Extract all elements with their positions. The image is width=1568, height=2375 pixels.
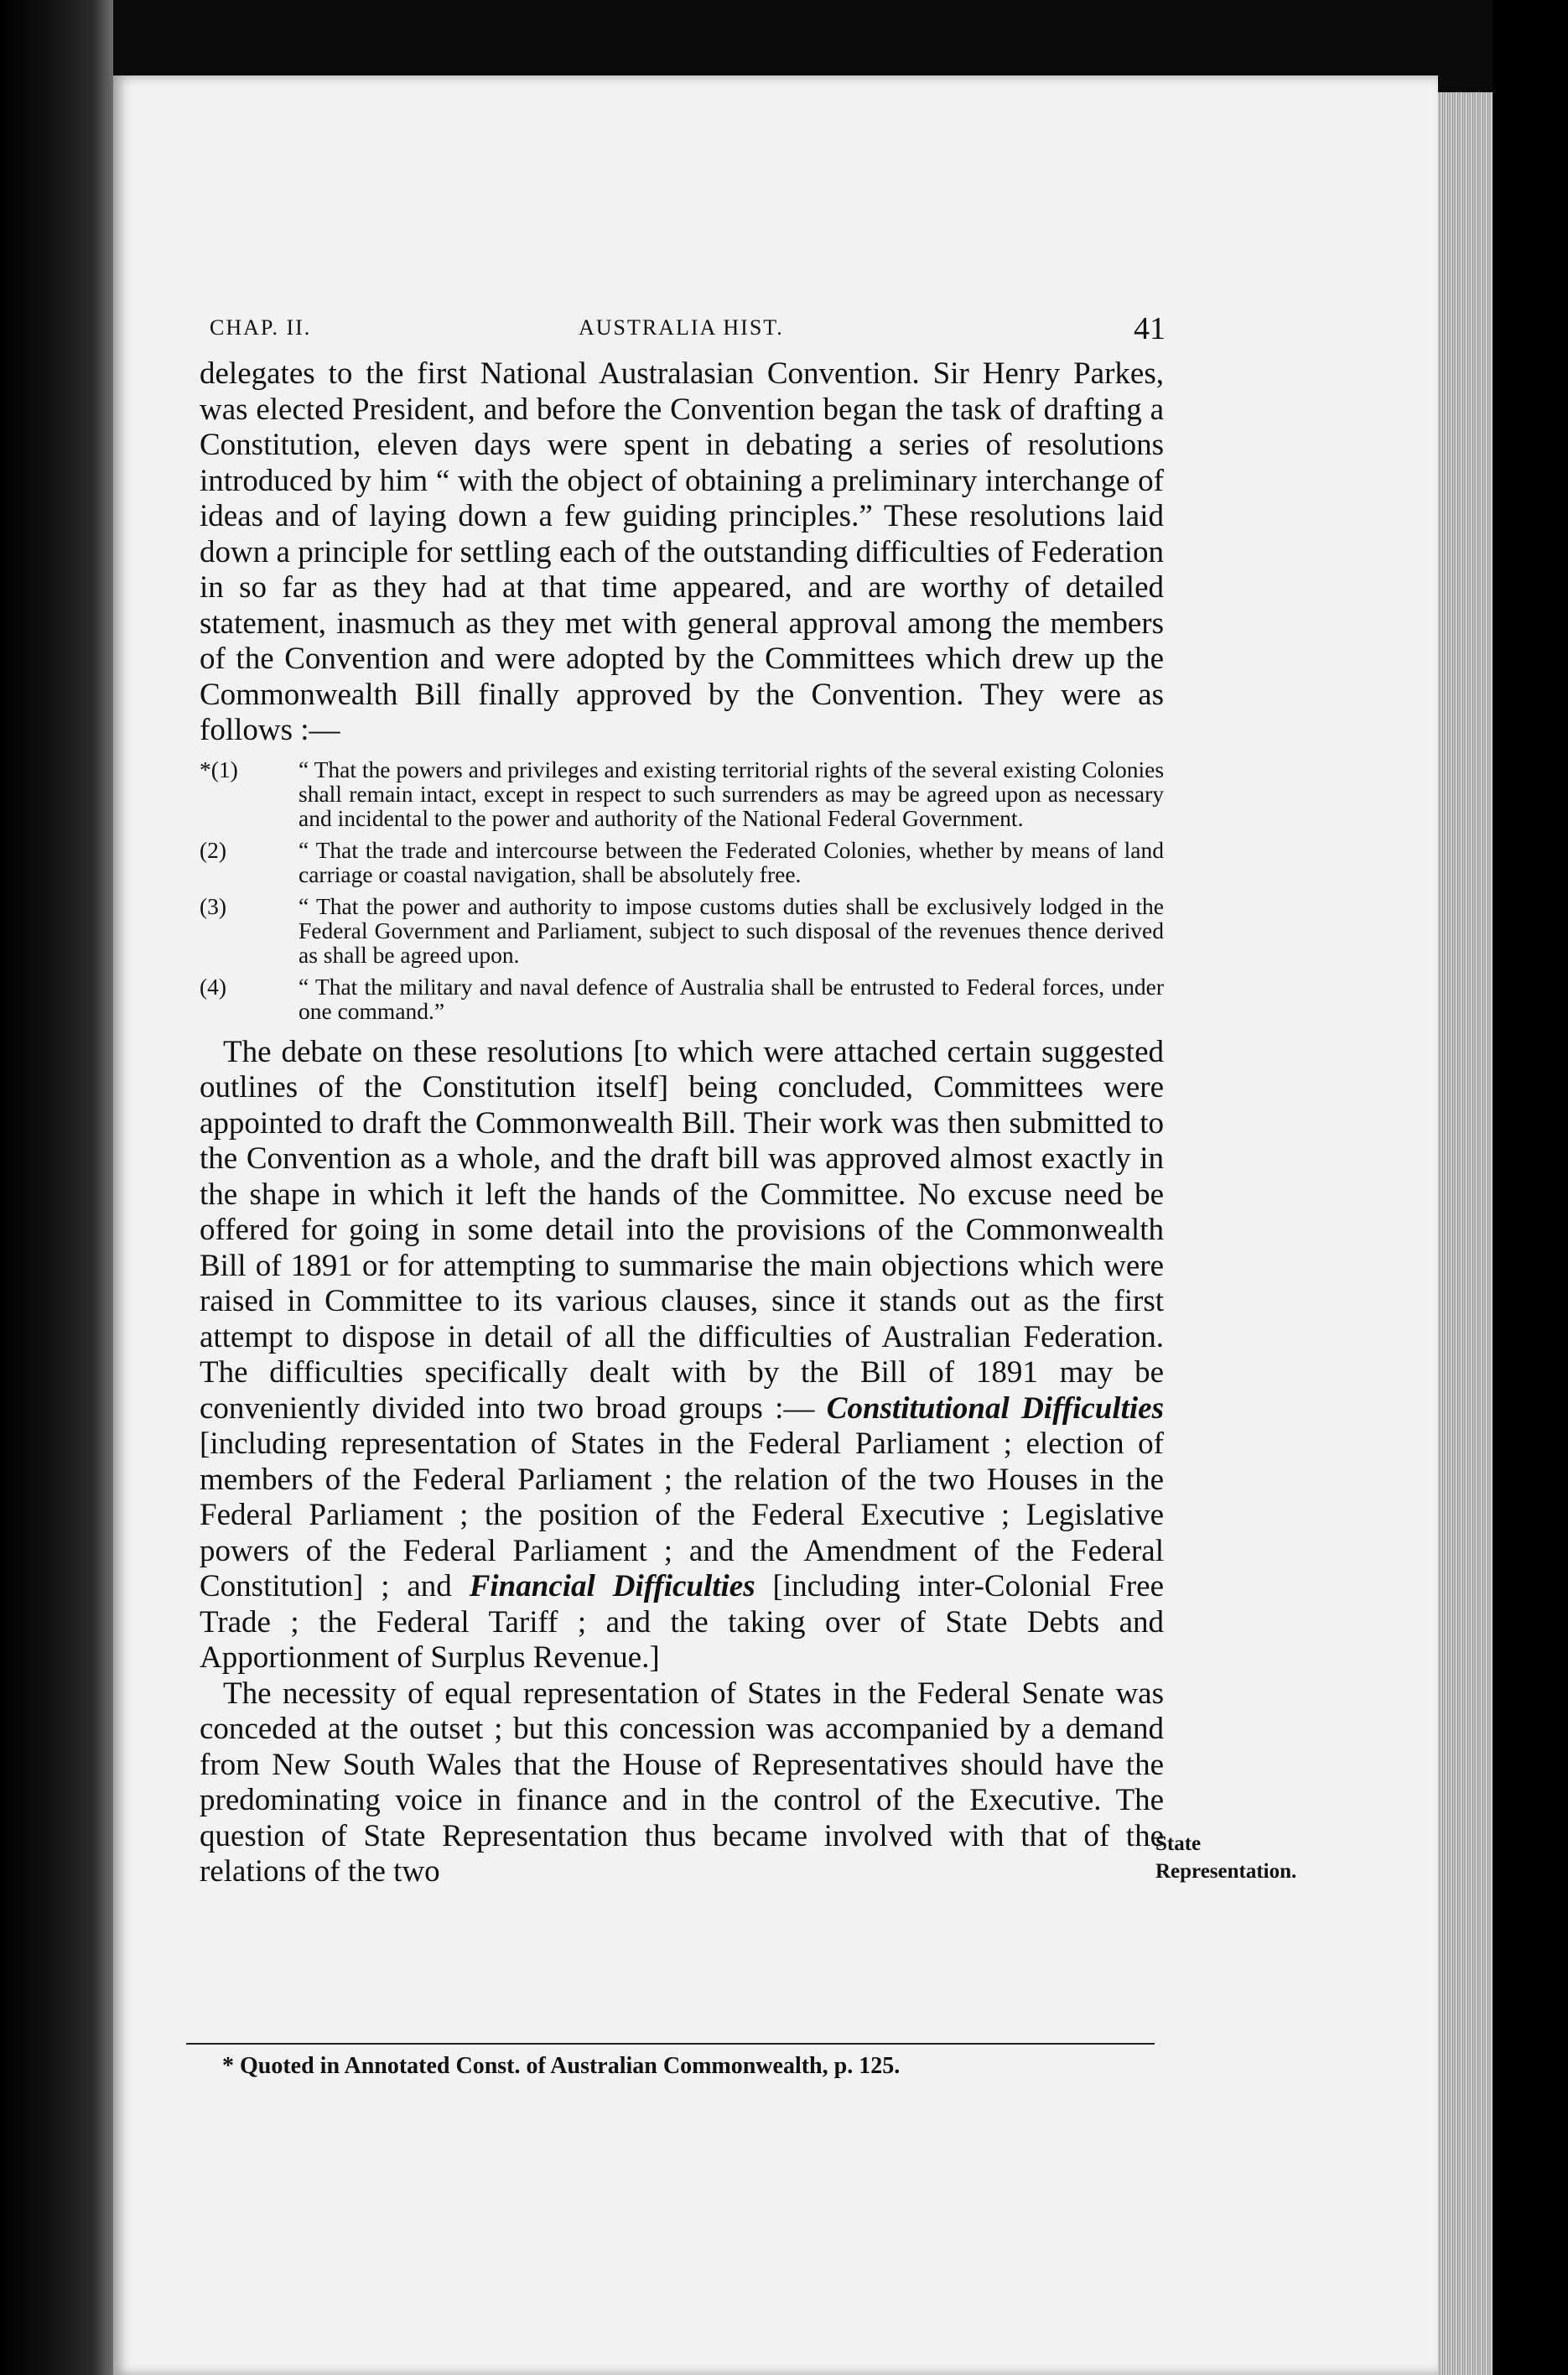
footnote: * Quoted in Annotated Const. of Australian Commonwealth, p. 125. [222,2053,901,2079]
paragraph-3: The necessity of equal representation of States in the Federal Senate was conceded at the outset ; but this concession was accompanied by a demand from New South Wales that the House of Representatives should have the predominating voice in finance and in the control of the Executive. The question of State Representation thus became involved with that of the relations of the two [200,1676,1164,1889]
constitutional-difficulties-heading: Constitutional Difficulties [826,1390,1165,1426]
paragraph-1: delegates to the first National Australasian Convention. Sir Henry Parkes, was elected President, and before the Convention began the task of drafting a Constitution, eleven days were spent in debating a series of resolutions introduced by him “ with the object of obtaining a preliminary interchange of ideas and of laying down a few guiding principles.” These resolutions laid down a principle for settling each of the outstanding difficulties of Federation in so far as they had at that time appeared, and are worthy of detailed statement, inasmuch as they met with general approval among the members of the Convention and were adopted by the Committees which drew up the Commonwealth Bill finally approved by the Convention. They were as follows :— [200,356,1164,747]
footnote-rule [186,2043,1155,2045]
resolution-text: “ That the powers and privileges and existing territorial rights of the several existing Colonies shall remain intact, except in respect to such surrenders as may be agreed upon as necessary and incidental to the power and authority of the National Federal Government. [299,756,1165,831]
scan-background [1493,0,1568,2375]
resolution-text: “ That the power and authority to impose customs duties shall be exclusively lodged in the Federal Government and Parliament, subject to such disposal of the revenues thence derived as shall be agreed upon. [299,892,1164,968]
resolution-number: (3) [200,892,227,919]
resolution-item [200,838,1164,886]
page-stack-edge [1438,92,1493,2375]
binding-edge [0,0,113,2375]
resolution-number: *(1) [200,756,238,782]
resolution-item [200,757,1164,830]
paragraph-2-text: The debate on these resolutions [to which were attached certain suggested outlines of the Constitution itself] being concluded, Committees were appointed to draft the Commonwealth Bill. Their work was then submitted to the Convention as a whole, and the draft bill was approved almost exactly in the shape in which it left the hands of the Committee. No excuse need be offered for going in some detail into the provisions of the Commonwealth Bill of 1891 or for attempting to summarise the main objections which were raised in Committee to its various clauses, since it stands out as the first attempt to dispose in detail of all the difficulties of Australian Federation. The difficulties specifically dealt with by the Bill of 1891 may be conveniently divided into two broad groups :— [200,1034,1164,1426]
resolution-text: “ That the trade and intercourse between the Federated Colonies, whether by means of land carriage or coastal navigation, shall be absolutely free. [299,836,1164,887]
running-head [210,312,1166,346]
paragraph-2-cont-1: [including representation of States in the Federal Parliament ; election of members of the Federal Parliament ; the relation of the two Houses in the Federal Parliament ; the position of the Federal Executive ; Legislative powers of the Federal Parliament ; and the Amendment of the Federal Constitution] ; and [200,1427,1164,1603]
resolution-text: “ That the military and naval defence of Australia shall be entrusted to Federal forces, under one command.” [299,973,1164,1024]
margin-note-line-1: State [1155,1832,1202,1855]
resolution-item [200,974,1164,1023]
book-title: AUSTRALIA HIST. [579,315,784,340]
chapter-label: CHAP. II. [210,315,312,340]
resolutions-list [200,757,1164,1023]
financial-difficulties-heading: Financial Difficulties [469,1569,755,1603]
page-number: 41 [1134,311,1166,346]
resolution-item [200,894,1164,967]
paragraph-2-cont-2: [including inter-Colonial Free Trade ; the Federal Tariff ; and the taking over of State Debts and Apportionment of Surplus Revenue.] [200,1569,1165,1675]
margin-note [1155,1830,1340,1885]
resolution-number: (4) [200,973,227,1000]
resolution-number: (2) [200,836,227,863]
paragraph-2 [200,1035,1164,1676]
margin-note-line-2: Representation. [1155,1860,1297,1883]
page-body [200,356,1164,1890]
